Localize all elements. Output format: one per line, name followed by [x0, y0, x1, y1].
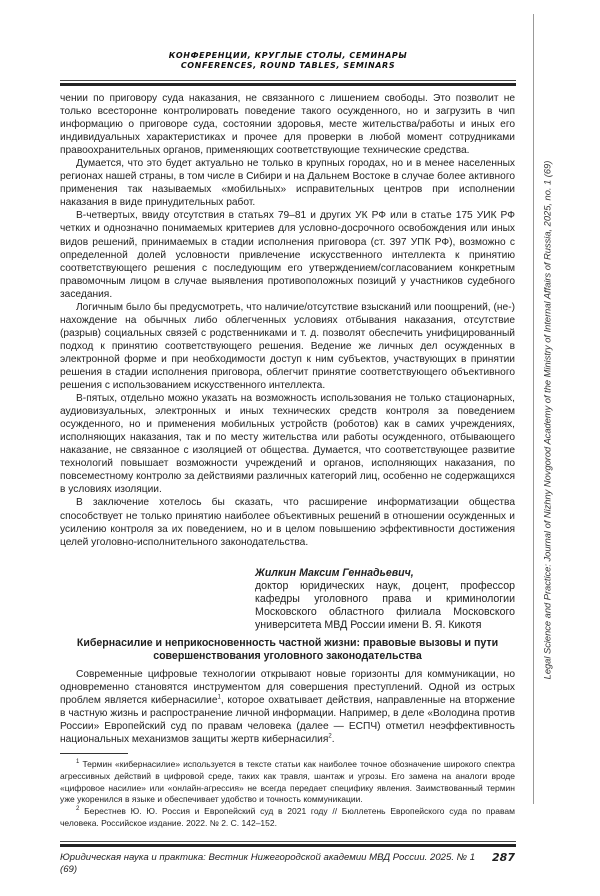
paragraph: В-пятых, отдельно можно указать на возможность использования не только стационарных, аудиовизуальных, электронных и иных технических средств контроля за поведением осужденного, но и применения мобильных устройств (роботов) как в самих учреждениях, исполняющих наказания, так и по месту жительства или работы осужденного, отбывающего наказание, не связанное с изоляцией от общества. Думается, что соответствующее развитие технологий повышает возможности учреждений и органов, исполняющих наказания, по повсеместному контролю за действиями различных категорий лиц, особенно не содержащихся в условиях изоляции.	[60, 392, 515, 496]
footnote: 1 Термин «кибернасилие» используется в тексте статьи как наиболее точное обозначение широкого спектра агрессивных действий в цифровой среде, таких как травля, шантаж и угрозы. Его замена на аналоги вроде «цифровое насилие» или «онлайн-агрессия» не всегда передает специфику явления. Заимствованный термин уже укоренился в языке и обеспечивает удобство и точность коммуникации.	[60, 759, 515, 806]
header-rule	[60, 83, 516, 86]
author-name: Жилкин Максим Геннадьевич,	[255, 567, 515, 580]
page-footer	[60, 852, 515, 876]
header-en: CONFERENCES, ROUND TABLES, SEMINARS	[60, 61, 516, 71]
footer-rule	[60, 844, 516, 847]
footer-journal: Юридическая наука и практика: Вестник Нижегородской академии МВД России. 2025. № 1 (69)	[60, 852, 482, 876]
margin-divider	[533, 14, 534, 804]
header-ru: КОНФЕРЕНЦИИ, КРУГЛЫЕ СТОЛЫ, СЕМИНАРЫ	[60, 51, 516, 61]
page-number: 287	[492, 852, 515, 876]
running-header	[60, 51, 516, 71]
footnote-ref[interactable]: 2	[328, 734, 331, 740]
footnote: 2 Берестнев Ю. Ю. Россия и Европейский суд в 2021 году // Бюллетень Европейского суда по правам человека. Российское издание. 2022. № 2. С. 142–152.	[60, 806, 515, 830]
page-column	[60, 0, 516, 896]
paragraph: Современные цифровые технологии открывают новые горизонты для коммуникации, но одновременно становятся инструментом для совершения преступлений. Одной из острых проблем является кибернасилие1, которое охватывает действия, направленные на вторжение в частную жизнь и распространение личной информации. Например, в деле «Володина против России» Европейский суд по правам человека (далее — ЕСПЧ) отметил неэффективность национальных механизмов защиты жертв кибернасилия2.	[60, 668, 515, 746]
paragraph: В-четвертых, ввиду отсутствия в статьях 79–81 и других УК РФ или в статье 175 УИК РФ четких и однозначно понимаемых критериев для условно-досрочного освобождения или иных видов решений, принимаемых в стадии исполнения приговора (ст. 397 УПК РФ), возможно с определенной долей условности привлечение искусственного интеллекта к принятию соответствующего решения с последующим его утверждением/согласованием конкретным правомочным лицом в случае выявления противоположных позиций у участников судебного заседания.	[60, 209, 515, 300]
footnote-ref[interactable]: 1	[217, 694, 220, 700]
paragraph: Логичным было бы предусмотреть, что наличие/отсутствие взысканий или поощрений, (не-) нахождение на обычных либо облегченных условиях отбывания наказания, отсутствие (разрыв) социальных связей с родственниками и т. д. позволят обеспечить унифицированный подход к принятию соответствующего решения. Ведение же личных дел осужденных в электронной форме и при необходимости доступ к ним субъектов, участвующих в принятии решения в стадии исполнения приговора, облегчит принятие соответствующего объективного решения с использованием искусственного интеллекта.	[60, 301, 515, 392]
author-affiliation: доктор юридических наук, доцент, профессор кафедры уголовного права и криминологии Московского областного филиала Московского университета МВД России имени В. Я. Кикотя	[255, 580, 515, 633]
page-body	[60, 92, 515, 830]
paragraph: В заключение хотелось бы сказать, что расширение информатизации общества способствует не только принятию наиболее объективных решений в отношении осужденных и усилению контроля за их поведением, но и в целом повышению эффективности достижения целей уголовно-исполнительного законодательства.	[60, 496, 515, 548]
footnote-rule	[60, 753, 128, 754]
paragraph: чении по приговору суда наказания, не связанного с лишением свободы. Это позволит не только всесторонне контролировать поведение такого осужденного, но и загрузить в чип информацию о приговоре суда, состоянии здоровья, месте жительства/работы и иных его индивидуальных характеристиках и прочее для проверки в любой момент сотрудниками правоохранительных органов, применяющих соответствующие технические средства.	[60, 92, 515, 157]
side-journal-title: Legal Science and Practice: Journal of Nizhny Novgorod Academy of the Ministry of Internal Affairs of Russia, 2025, no. 1 (69)	[543, 40, 554, 800]
article-title: Кибернасилие и неприкосновенность частной жизни: правовые вызовы и пути совершенствования уголовного законодательства	[60, 637, 515, 663]
paragraph: Думается, что это будет актуально не только в крупных городах, но и в менее населенных регионах нашей страны, в том числе в Сибири и на Дальнем Востоке в случае более активного применения так называемых «мобильных» исправительных центров при исполнении наказания в виде принудительных работ.	[60, 157, 515, 209]
author-block	[255, 567, 515, 633]
